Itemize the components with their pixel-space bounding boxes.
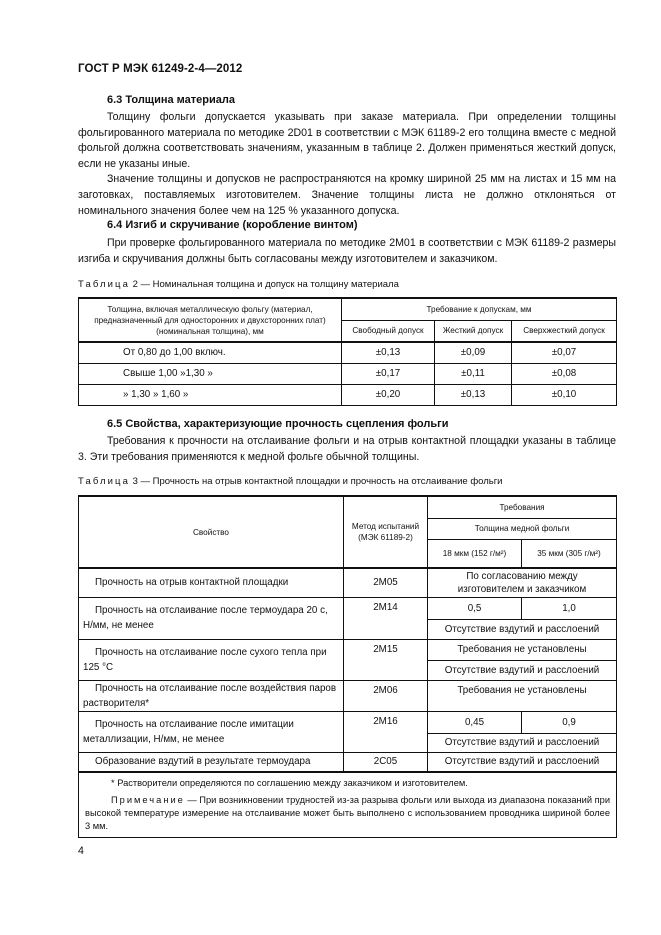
- section-6-3-paragraph-1: Толщину фольги допускается указывать при заказе материала. При определении толщины фольгированного материала по методике 2D01 в соответствии с МЭК 61189-2 его толщина вместе с медной фольгой должна соответствовать значениям, указанным в таблице 2. Должен применяться жесткий допуск, если не указаны иные.: [78, 111, 616, 170]
- section-6-5-body: [78, 434, 616, 465]
- table-row: [79, 384, 617, 405]
- table-row: [79, 568, 617, 597]
- section-6-5-paragraph-1: Требования к прочности на отслаивание фольги и на отрыв контактной площадки указаны в таблице 3. Эти требования применяются к медной фольге обычной толщины.: [78, 435, 616, 463]
- table-2-row-1-tight: ±0,09: [435, 342, 512, 363]
- table-3-footnote: * Растворители определяются по соглашению между заказчиком и изготовителем.: [111, 778, 468, 788]
- table-2-row-2-free: ±0,17: [342, 363, 435, 384]
- section-6-3-title: 6.3 Толщина материала: [107, 94, 235, 106]
- table-3-row-2-property: Прочность на отслаивание после термоудара 20 с, Н/мм, не менее: [79, 597, 344, 639]
- table-2-header-tolerance: Требование к допускам, мм: [342, 298, 617, 320]
- table-3-row-5-18um: 0,45: [428, 711, 522, 733]
- table-3-header-35um: 35 мкм (305 г/м²): [522, 539, 617, 568]
- table-2-header-free: Свободный допуск: [342, 320, 435, 342]
- table-3-notes: [79, 772, 617, 838]
- table-3-row-3-method: 2М15: [344, 639, 428, 680]
- table-2-row-1-extra-tight: ±0,07: [512, 342, 617, 363]
- table-row: [79, 680, 617, 711]
- table-3: [78, 495, 617, 838]
- table-3-row-3-requirement: Требования не установлены: [428, 639, 617, 660]
- section-6-3-body: [78, 110, 616, 219]
- table-3-note: [85, 794, 610, 833]
- table-3-row-2-extra: Отсутствие вздутий и расслоений: [428, 619, 617, 639]
- table-3-note-text: — При возникновении трудностей из-за разрыва фольги или выхода из диапазона показаний при высокой температуре измерение на отслаивание может быть выполнено с использованием проводника шириной более 3 мм.: [85, 795, 611, 831]
- table-row: [79, 711, 617, 733]
- table-3-row-4-requirement: Требования не установлены: [428, 680, 617, 711]
- table-3-row-2-method: 2М14: [344, 597, 428, 639]
- table-2-row-3-free: ±0,20: [342, 384, 435, 405]
- table-3-row-6-property: Образование вздутий в результате термоудара: [79, 752, 344, 772]
- table-3-row-6-requirement: Отсутствие вздутий и расслоений: [428, 752, 617, 772]
- table-2-row-3-extra-tight: ±0,10: [512, 384, 617, 405]
- section-6-4-body: [78, 236, 616, 267]
- table-3-row-1-method: 2М05: [344, 568, 428, 597]
- table-3-caption-text: 3 — Прочность на отрыв контактной площадки и прочность на отслаивание фольги: [129, 476, 503, 487]
- page-number: 4: [78, 845, 84, 857]
- table-2-row-1-label: От 0,80 до 1,00 включ.: [79, 342, 342, 363]
- table-3-row-4-method: 2М06: [344, 680, 428, 711]
- table-3-note-word: Примечание: [111, 795, 185, 805]
- table-3-row-2-18um: 0,5: [428, 597, 522, 619]
- table-3-row-3-property: Прочность на отслаивание после сухого тепла при 125 °С: [79, 639, 344, 680]
- table-3-caption: [78, 476, 502, 487]
- table-2-header-tight: Жесткий допуск: [435, 320, 512, 342]
- table-row: [79, 597, 617, 619]
- table-3-row-6-method: 2С05: [344, 752, 428, 772]
- section-6-4-paragraph-1: При проверке фольгированного материала по методике 2М01 в соответствии с МЭК 61189-2 размеры изгиба и скручивания должны быть согласованы между изготовителем и заказчиком.: [78, 237, 616, 265]
- table-3-header-foil-thickness: Толщина медной фольги: [428, 518, 617, 539]
- table-3-header-requirements: Требования: [428, 496, 617, 518]
- table-row: [79, 342, 617, 363]
- table-2: [78, 297, 617, 406]
- table-3-header-property: Свойство: [79, 496, 344, 568]
- section-6-3-paragraph-2: Значение толщины и допусков не распространяются на кромку шириной 25 мм на листах и 15 мм на заготовках, поставляемых изготовителем. Значение толщины листа не должно отклоняться от номинального значения более чем на 125 % указанного допуска.: [78, 173, 616, 217]
- table-2-row-2-extra-tight: ±0,08: [512, 363, 617, 384]
- table-2-header-extra-tight: Сверхжесткий допуск: [512, 320, 617, 342]
- table-2-row-2-label: Свыше 1,00 »1,30 »: [79, 363, 342, 384]
- table-3-row-5-35um: 0,9: [522, 711, 617, 733]
- table-3-row-1-requirement: По согласованию между изготовителем и заказчиком: [428, 568, 617, 597]
- table-3-header-method: Метод испытаний (МЭК 61189-2): [344, 496, 428, 568]
- table-row: [79, 639, 617, 660]
- table-2-header-thickness: Толщина, включая металлическую фольгу (материал, предназначенный для односторонних и двухсторонних плат) (номинальная толщина), мм: [79, 298, 342, 342]
- table-2-caption: [78, 279, 399, 290]
- section-6-4-title: 6.4 Изгиб и скручивание (коробление винтом): [107, 219, 358, 231]
- table-3-row-5-property: Прочность на отслаивание после имитации металлизации, Н/мм, не менее: [79, 711, 344, 752]
- table-3-row-2-35um: 1,0: [522, 597, 617, 619]
- table-3-row-1-property: Прочность на отрыв контактной площадки: [79, 568, 344, 597]
- table-3-row-4-property: Прочность на отслаивание после воздействия паров растворителя*: [79, 680, 344, 711]
- table-3-row-5-extra: Отсутствие вздутий и расслоений: [428, 733, 617, 752]
- table-row: [79, 752, 617, 772]
- table-3-header-18um: 18 мкм (152 г/м²): [428, 539, 522, 568]
- table-2-row-2-tight: ±0,11: [435, 363, 512, 384]
- table-2-caption-text: 2 — Номинальная толщина и допуск на толщину материала: [129, 279, 399, 290]
- table-row: [79, 363, 617, 384]
- table-3-caption-word: Таблица: [78, 476, 130, 487]
- table-3-row-3-extra: Отсутствие вздутий и расслоений: [428, 660, 617, 680]
- table-3-row-5-method: 2М16: [344, 711, 428, 752]
- standard-header: ГОСТ Р МЭК 61249-2-4—2012: [78, 63, 243, 75]
- table-2-row-3-tight: ±0,13: [435, 384, 512, 405]
- table-2-row-3-label: » 1,30 » 1,60 »: [79, 384, 342, 405]
- table-2-caption-word: Таблица: [78, 279, 130, 290]
- table-2-row-1-free: ±0,13: [342, 342, 435, 363]
- section-6-5-title: 6.5 Свойства, характеризующие прочность сцепления фольги: [107, 418, 449, 430]
